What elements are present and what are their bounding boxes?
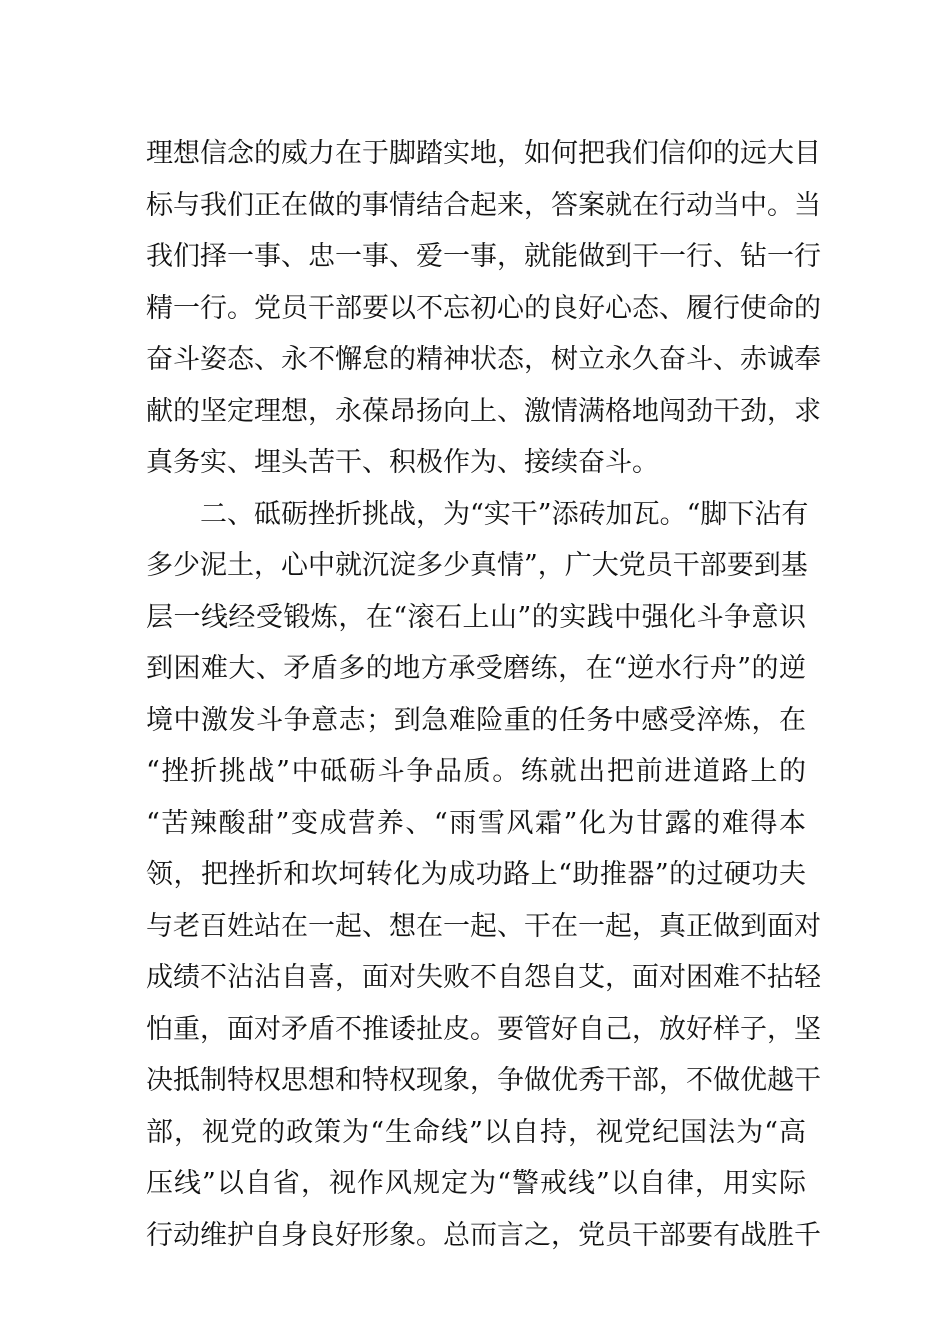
text-line: 理想信念的威力在于脚踏实地，如何把我们信仰的远大目 bbox=[146, 138, 821, 169]
text-line: 怕重，面对矛盾不推诿扯皮。要管好自己，放好样子，坚 bbox=[146, 1013, 821, 1045]
text-line: 部，视党的政策为“生命线”以自持，视党纪国法为“高 bbox=[146, 1116, 806, 1148]
text-line: 真务实、埋头苦干、积极作为、接续奋斗。 bbox=[146, 447, 659, 478]
text-line: 成绩不沾沾自喜，面对失败不自怨自艾，面对困难不拈轻 bbox=[146, 962, 821, 993]
text-line: 与老百姓站在一起、想在一起、干在一起，真正做到面对 bbox=[146, 910, 821, 942]
text-line: 标与我们正在做的事情结合起来，答案就在行动当中。当 bbox=[146, 189, 821, 221]
paragraph-1 bbox=[146, 128, 821, 489]
text-line: 奋斗姿态、永不懈怠的精神状态，树立永久奋斗、赤诚奉 bbox=[146, 344, 821, 375]
text-line: “挫折挑战”中砥砺斗争品质。练就出把前进道路上的 bbox=[146, 756, 806, 787]
text-line: 多少泥土，心中就沉淀多少真情”，广大党员干部要到基 bbox=[146, 550, 808, 581]
text-line: “苦辣酸甜”变成营养、“雨雪风霜”化为甘露的难得本 bbox=[146, 807, 806, 839]
text-line: 决抵制特权思想和特权现象，争做优秀干部，不做优越干 bbox=[146, 1065, 821, 1096]
text-line: 二、砥砺挫折挑战，为“实干”添砖加瓦。“脚下沾有 bbox=[200, 498, 809, 530]
text-line: 压线”以自省，视作风规定为“警戒线”以自律，用实际 bbox=[146, 1168, 806, 1199]
text-line: 行动维护自身良好形象。总而言之，党员干部要有战胜千 bbox=[146, 1219, 821, 1251]
text-line: 我们择一事、忠一事、爱一事，就能做到干一行、钻一行 bbox=[146, 241, 821, 272]
text-line: 到困难大、矛盾多的地方承受磨练，在“逆水行舟”的逆 bbox=[146, 653, 806, 684]
text-line: 领，把挫折和坎坷转化为成功路上“助推器”的过硬功夫 bbox=[146, 859, 806, 890]
text-line: 境中激发斗争意志；到急难险重的任务中感受淬炼，在 bbox=[146, 704, 806, 736]
paragraph-2 bbox=[146, 489, 821, 1262]
document-body bbox=[146, 128, 821, 1261]
text-line: 层一线经受锻炼，在“滚石上山”的实践中强化斗争意识 bbox=[146, 601, 806, 633]
text-line: 精一行。党员干部要以不忘初心的良好心态、履行使命的 bbox=[146, 292, 821, 324]
text-line: 献的坚定理想，永葆昂扬向上、激情满格地闯劲干劲，求 bbox=[146, 395, 821, 427]
